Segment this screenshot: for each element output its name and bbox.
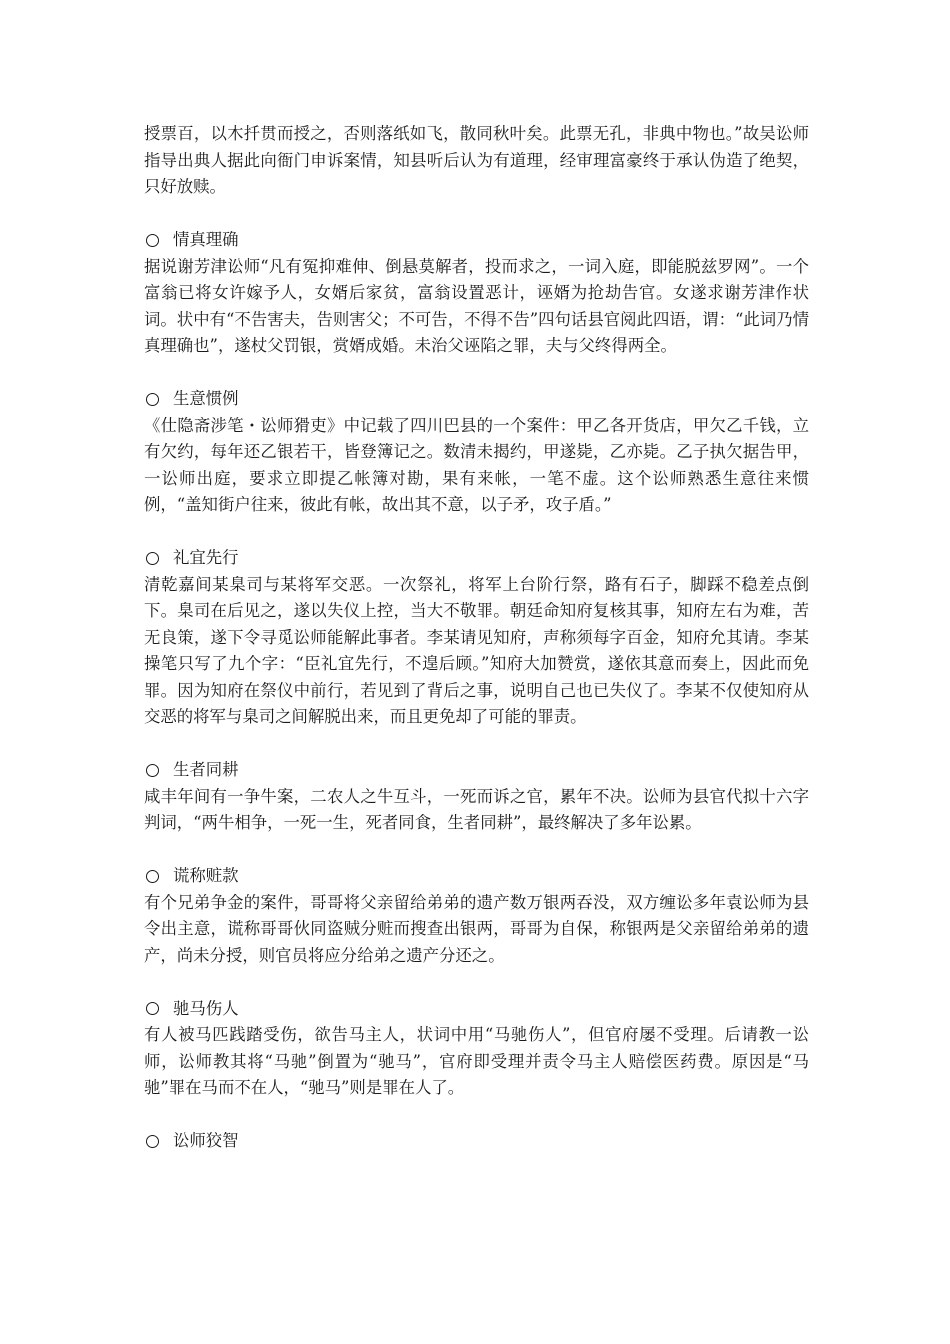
section-heading [144, 386, 809, 413]
document-page [144, 121, 809, 1155]
circle-bullet-icon [146, 870, 159, 883]
section-liyi-xianxing [144, 545, 809, 731]
section-title: 谎称赃款 [173, 866, 239, 885]
section-heading [144, 996, 809, 1023]
section-huangcheng-zangkuan [144, 863, 809, 969]
section-body: 《仕隐斋涉笔・讼师猾吏》中记载了四川巴县的一个案件：甲乙各开货店，甲欠乙千钱，立有欠约，每年还乙银若干，皆登簿记之。数清未揭约，甲遂毙，乙亦毙。乙子执欠据告甲，一讼师出庭，要求立即提乙帐簿对勘，果有来帐，一笔不虚。这个讼师熟悉生意往来惯例，“盖知街户往来，彼此有帐，故出其不意，以子矛，攻子盾。” [144, 415, 809, 514]
section-title: 情真理确 [173, 230, 239, 249]
circle-bullet-icon [146, 552, 159, 565]
circle-bullet-icon [146, 234, 159, 247]
section-shengzhe-tonggeng [144, 757, 809, 837]
section-title: 生意惯例 [173, 389, 239, 408]
section-heading [144, 545, 809, 572]
section-body: 咸丰年间有一争牛案，二农人之牛互斗，一死而诉之官，累年不决。讼师为县官代拟十六字判词，“两牛相争，一死一生，死者同食，生者同耕”，最终解决了多年讼累。 [144, 786, 809, 832]
section-body: 清乾嘉间某臬司与某将军交恶。一次祭礼，将军上台阶行祭，路有石子，脚踩不稳差点倒下。臬司在后见之，遂以失仪上控，当大不敬罪。朝廷命知府复核其事，知府左右为难，苦无良策，遂下令寻觅讼师能解此事者。李某请见知府，声称须每字百金，知府允其请。李某操笔只写了九个字：“臣礼宜先行，不遑后顾。”知府大加赞赏，遂依其意而奏上，因此而免罪。因为知府在祭仪中前行，若见到了背后之事，说明自己也已失仪了。李某不仅使知府从交恶的将军与臬司之间解脱出来，而且更免却了可能的罪责。 [144, 574, 809, 726]
section-shengyi-guanli [144, 386, 809, 519]
section-qingzhen-lique [144, 227, 809, 360]
circle-bullet-icon [146, 764, 159, 777]
section-heading [144, 863, 809, 890]
circle-bullet-icon [146, 1002, 159, 1015]
intro-paragraph: 授票百，以木扦贯而授之，否则落纸如飞，散同秋叶矣。此票无孔，非典中物也。”故吴讼师指导出典人据此向衙门申诉案情，知县听后认为有道理，经审理富豪终于承认伪造了绝契，只好放赎。 [144, 124, 809, 196]
section-title: 生者同耕 [173, 760, 239, 779]
section-body: 据说谢芳津讼师“凡有冤抑难伸、倒悬莫解者，投而求之，一词入庭，即能脱兹罗网”。一个富翁已将女许嫁予人，女婿后家贫，富翁设置恶计，诬婿为抢劫告官。女遂求谢芳津作状词。状中有“不告害夫，告则害父；不可告，不得不告”四句话县官阅此四语，谓：“此词乃情真理确也”，遂杖父罚银，赏婿成婚。未治父诬陷之罪，夫与父终得两全。 [144, 256, 809, 355]
section-title: 讼师狡智 [173, 1131, 239, 1150]
section-title: 驰马伤人 [173, 998, 239, 1018]
section-title: 礼宜先行 [173, 548, 239, 567]
section-heading [144, 1128, 809, 1155]
section-body: 有个兄弟争金的案件，哥哥将父亲留给弟弟的遗产数万银两吞没，双方缠讼多年袁讼师为县令出主意，谎称哥哥伙同盗贼分赃而搜查出银两，哥哥为自保，称银两是父亲留给弟弟的遗产，尚未分授，则官员将应分给弟之遗产分还之。 [144, 892, 809, 965]
circle-bullet-icon [146, 1135, 159, 1148]
section-songshi-jiaozhi [144, 1128, 809, 1155]
section-heading [144, 757, 809, 784]
section-body: 有人被马匹践踏受伤，欲告马主人，状词中用“马驰伤人”，但官府屡不受理。后请教一讼师，讼师教其将“马驰”倒置为“驰马”，官府即受理并责令马主人赔偿医药费。原因是“马驰”罪在马而不在人，“驰马”则是罪在人了。 [144, 1025, 809, 1097]
section-chima-shangren [144, 996, 809, 1102]
circle-bullet-icon [146, 393, 159, 406]
section-heading [144, 227, 809, 254]
